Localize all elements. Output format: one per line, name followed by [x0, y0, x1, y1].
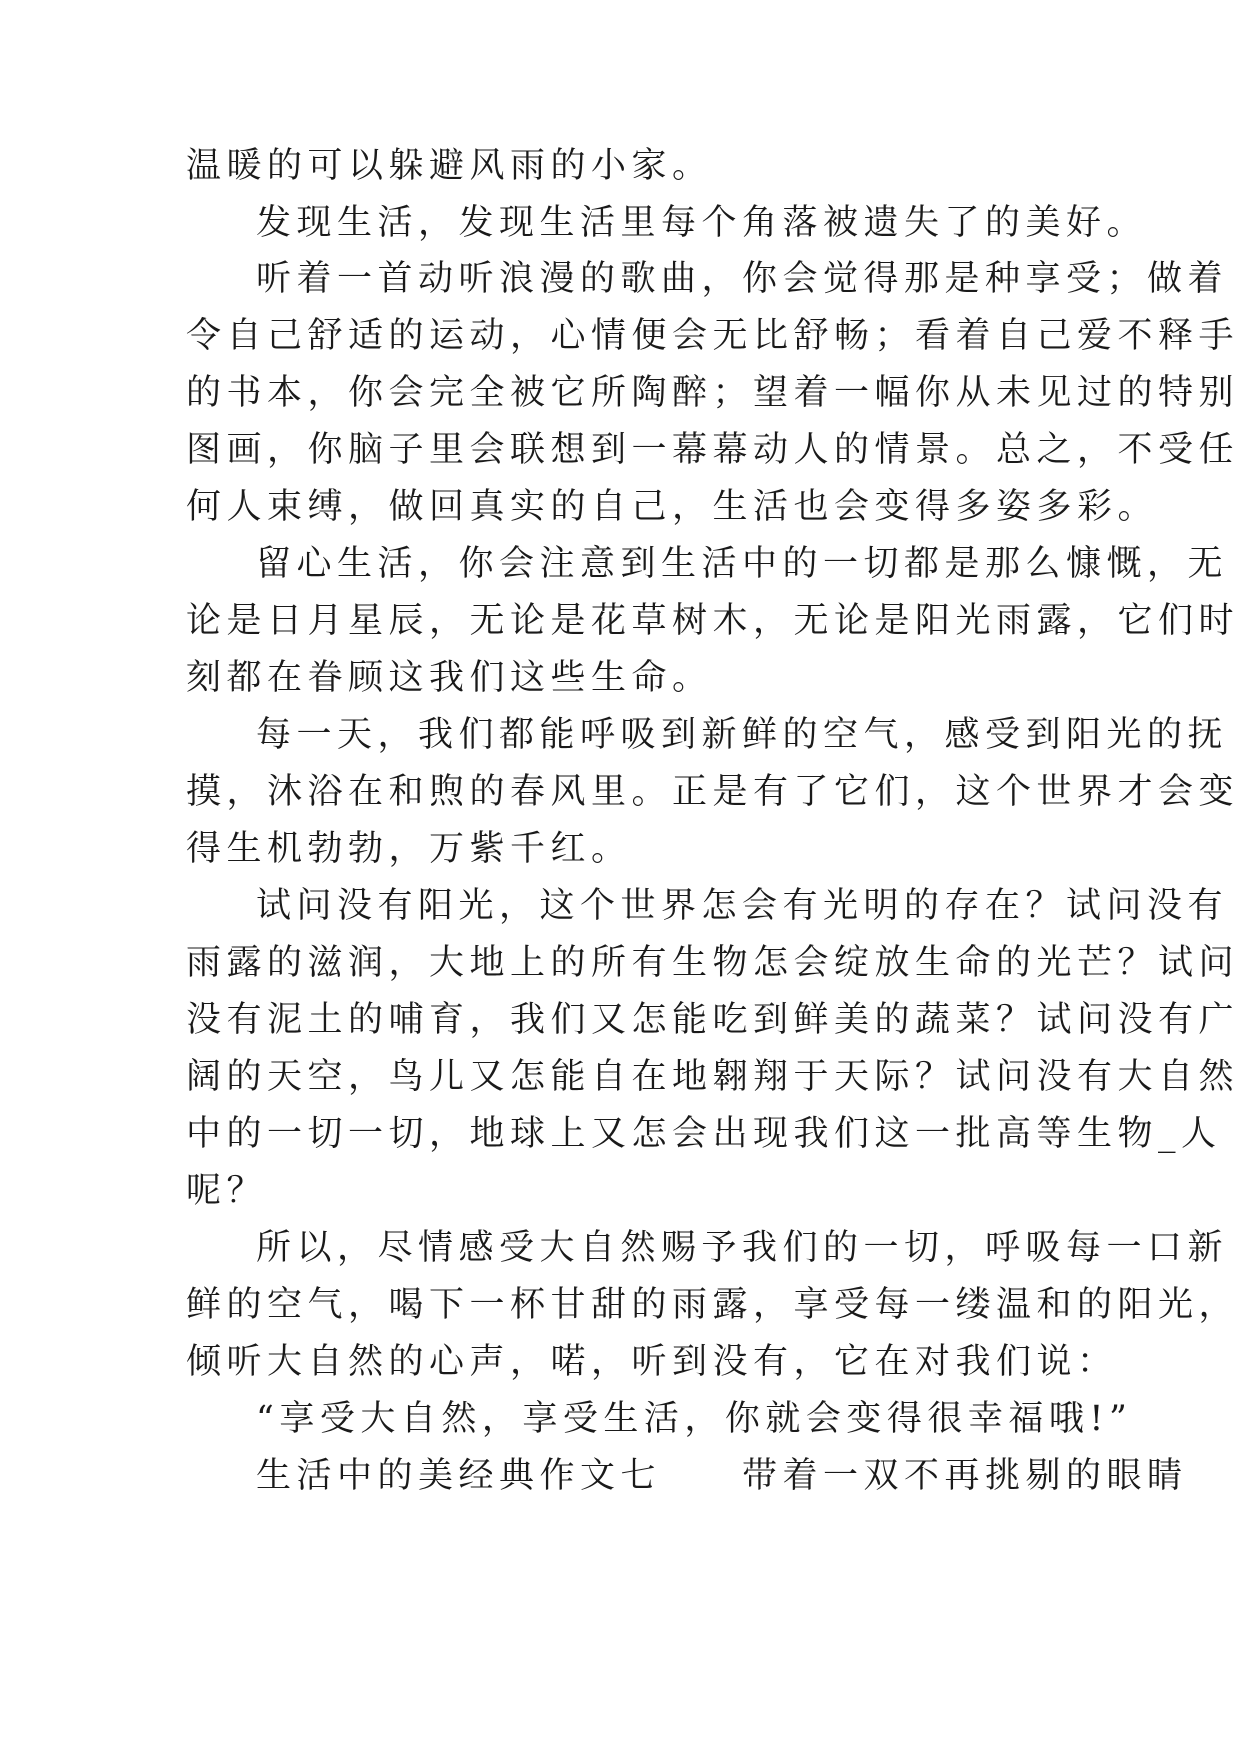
text-line: 摸，沐浴在和煦的春风里。正是有了它们，这个世界才会变: [186, 772, 1240, 812]
text-line: 图画，你脑子里会联想到一幕幕动人的情景。总之，不受任: [186, 430, 1240, 470]
text-line: 论是日月星辰，无论是花草树木，无论是阳光雨露，它们时: [186, 601, 1240, 641]
text-line: 雨露的滋润，大地上的所有生物怎会绽放生命的光芒？试问: [186, 943, 1240, 983]
text-line: 刻都在眷顾这我们这些生命。: [186, 658, 713, 698]
text-line: 的书本，你会完全被它所陶醉；望着一幅你从未见过的特别: [186, 373, 1240, 413]
text-line: 阔的天空，鸟儿又怎能自在地翱翔于天际？试问没有大自然: [186, 1057, 1240, 1097]
text-line: 呢？: [186, 1171, 268, 1211]
quote-line: “享受大自然，享受生活，你就会变得很幸福哦!”: [256, 1399, 1133, 1439]
paragraph-start: 每一天，我们都能呼吸到新鲜的空气，感受到阳光的抚: [256, 715, 1229, 755]
text-line: 鲜的空气，喝下一杯甘甜的雨露，享受每一缕温和的阳光，: [186, 1285, 1240, 1325]
text-line: 何人束缚，做回真实的自己，生活也会变得多姿多彩。: [186, 487, 1159, 527]
paragraph-start: 发现生活，发现生活里每个角落被遗失了的美好。: [256, 203, 1148, 243]
paragraph-start: 听着一首动听浪漫的歌曲，你会觉得那是种享受；做着: [256, 259, 1229, 299]
paragraph-start: 试问没有阳光，这个世界怎会有光明的存在？试问没有: [256, 886, 1229, 926]
text-line: 中的一切一切，地球上又怎会出现我们这一批高等生物_人: [186, 1114, 1222, 1154]
section-heading-line: 生活中的美经典作文七 带着一双不再挑剔的眼睛: [256, 1456, 1188, 1496]
text-line: 倾听大自然的心声，喏，听到没有，它在对我们说：: [186, 1342, 1118, 1382]
text-line: 得生机勃勃，万紫千红。: [186, 829, 632, 869]
paragraph-start: 所以，尽情感受大自然赐予我们的一切，呼吸每一口新: [256, 1228, 1229, 1268]
paragraph-start: 留心生活，你会注意到生活中的一切都是那么慷慨，无: [256, 544, 1229, 584]
text-line: 令自己舒适的运动，心情便会无比舒畅；看着自己爱不释手: [186, 316, 1240, 356]
text-line: 没有泥土的哺育，我们又怎能吃到鲜美的蔬菜？试问没有广: [186, 1000, 1240, 1040]
text-line: 温暖的可以躲避风雨的小家。: [186, 146, 713, 186]
